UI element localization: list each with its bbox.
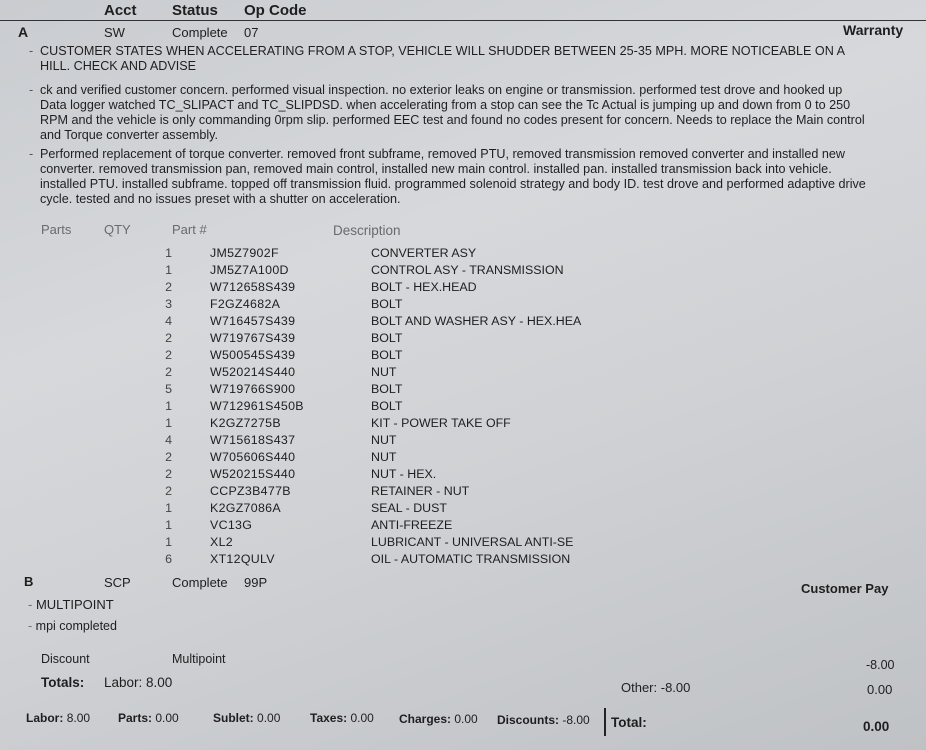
summary-charges-label: Charges:	[399, 712, 452, 726]
summary-charges	[399, 712, 478, 726]
part-number: K2GZ7275B	[210, 415, 281, 430]
parts-row	[38, 499, 671, 516]
part-number: W520214S440	[210, 364, 296, 379]
part-number: CCPZ3B477B	[210, 483, 291, 498]
parts-row-spacer	[172, 244, 210, 261]
totals-labor: Labor: 8.00	[104, 675, 173, 690]
parts-row	[38, 448, 671, 465]
cause-line: Data logger watched TC_SLIPACT and TC_SLIPDSD. when accelerating from a stop can see the Tc Actual is jumping up and down from 0 to 250	[40, 98, 851, 112]
parts-row-spacer	[38, 278, 100, 295]
summary-labor-value: 8.00	[66, 711, 91, 725]
parts-row-spacer	[38, 533, 100, 550]
part-number: VC13G	[210, 517, 253, 532]
part-description: RETAINER - NUT	[371, 483, 470, 498]
correction-line: Performed replacement of torque converter. removed front subframe, removed PTU, removed transmission removed converter and installed new	[40, 147, 845, 161]
summary-taxes	[310, 711, 374, 725]
parts-row-spacer	[172, 533, 210, 550]
part-description: BOLT	[371, 296, 403, 311]
part-number: K2GZ7086A	[210, 500, 281, 515]
parts-row-spacer	[172, 261, 210, 278]
discount-amount: -8.00	[866, 658, 895, 672]
part-description: ANTI-FREEZE	[371, 517, 453, 532]
part-qty: 2	[165, 364, 172, 379]
parts-row-spacer	[172, 397, 210, 414]
parts-row-spacer	[38, 482, 100, 499]
part-description: BOLT	[371, 347, 403, 362]
part-number: JM5Z7902F	[210, 245, 279, 260]
line-b-opcode: 99P	[244, 575, 268, 590]
cause-line: and Torque converter assembly.	[40, 128, 219, 142]
parts-row-spacer	[38, 448, 100, 465]
parts-row	[38, 516, 671, 533]
summary-total-label: Total:	[611, 715, 647, 730]
part-number: W712658S439	[210, 279, 296, 294]
summary-labor-label: Labor:	[26, 711, 64, 725]
correction-line: cycle. tested and no issues preset with a shutter on acceleration.	[40, 192, 401, 206]
parts-row-spacer	[172, 448, 210, 465]
part-qty: 4	[165, 313, 172, 328]
part-qty: 2	[165, 347, 172, 362]
part-description: LUBRICANT - UNIVERSAL ANTI-SE	[371, 534, 574, 549]
parts-row	[38, 261, 671, 278]
line-a-acct: SW	[104, 25, 125, 40]
parts-row-spacer	[172, 329, 210, 346]
line-b-status: Complete	[172, 575, 228, 590]
part-description: CONTROL ASY - TRANSMISSION	[371, 262, 564, 277]
concern-line: HILL. CHECK AND ADVISE	[40, 59, 197, 73]
line-b-narrative: - mpi completed	[28, 619, 117, 633]
summary-discounts	[497, 713, 590, 727]
correction-line: installed PTU. installed subframe. topped off transmission fluid. programmed solenoid strategy and body ID. test drove and performed adaptive drive	[40, 177, 866, 191]
parts-row-spacer	[172, 346, 210, 363]
part-description: NUT	[371, 364, 397, 379]
parts-row-spacer	[172, 380, 210, 397]
parts-row	[38, 278, 671, 295]
part-description: KIT - POWER TAKE OFF	[371, 415, 511, 430]
parts-header-parts: Parts	[41, 222, 72, 237]
parts-header-qty: QTY	[104, 222, 131, 237]
totals-other: Other: -8.00	[621, 680, 691, 695]
line-b-letter: B	[24, 574, 34, 589]
parts-row-spacer	[38, 261, 100, 278]
parts-row-spacer	[38, 312, 100, 329]
totals-amount: 0.00	[867, 682, 893, 697]
part-qty: 1	[165, 245, 172, 260]
summary-discounts-value: -8.00	[562, 713, 590, 727]
summary-taxes-label: Taxes:	[310, 711, 348, 725]
parts-row-spacer	[38, 380, 100, 397]
line-a-letter: A	[18, 24, 29, 40]
parts-row	[38, 312, 671, 329]
parts-row	[38, 363, 671, 380]
parts-row-spacer	[38, 397, 100, 414]
summary-parts-value: 0.00	[155, 711, 179, 725]
summary-discounts-label: Discounts:	[497, 713, 560, 727]
cause-paragraph: - ck and verified customer concern. performed visual inspection. no exterior leaks on engine or transmission. performed test drove and hooked up Data logger watched TC_SLIPACT and TC_SLIPDSD. when accelerating from a stop can see the Tc Actual is jumping up and down from 0 to 250 RPM and the vehicle is only commanding 0rpm slip. performed EEC test and found no codes present for concern. Needs to replace the Main control and Torque converter assembly.	[40, 83, 910, 143]
parts-row-spacer	[172, 499, 210, 516]
parts-row-spacer	[38, 499, 100, 516]
part-number: W719767S439	[210, 330, 296, 345]
parts-row-spacer	[38, 550, 100, 567]
concern-paragraph: - CUSTOMER STATES WHEN ACCELERATING FROM A STOP, VEHICLE WILL SHUDDER BETWEEN 25-35 MPH. MORE NOTICEABLE ON A HILL. CHECK AND ADVISE	[40, 44, 910, 74]
totals-label: Totals:	[41, 675, 85, 690]
part-qty: 5	[165, 381, 172, 396]
parts-row	[38, 329, 671, 346]
parts-row	[38, 414, 671, 431]
line-a-status: Complete	[172, 25, 228, 40]
part-description: BOLT - HEX.HEAD	[371, 279, 477, 294]
parts-row-spacer	[172, 431, 210, 448]
line-b-acct: SCP	[104, 575, 131, 590]
summary-sublet	[213, 711, 280, 725]
parts-row	[38, 244, 671, 261]
parts-row	[38, 550, 671, 567]
part-number: JM5Z7A100D	[210, 262, 289, 277]
parts-row	[38, 295, 671, 312]
part-description: OIL - AUTOMATIC TRANSMISSION	[371, 551, 571, 566]
parts-row-spacer	[172, 465, 210, 482]
part-number: W500545S439	[210, 347, 296, 362]
parts-row-spacer	[38, 465, 100, 482]
part-qty: 3	[165, 296, 172, 311]
summary-charges-value: 0.00	[454, 712, 478, 726]
parts-table	[38, 244, 671, 567]
parts-row-spacer	[38, 329, 100, 346]
part-number: F2GZ4682A	[210, 296, 281, 311]
part-qty: 1	[165, 517, 172, 532]
parts-row-spacer	[38, 414, 100, 431]
part-qty: 2	[165, 449, 172, 464]
parts-row-spacer	[172, 550, 210, 567]
part-number: W712961S450B	[210, 398, 304, 413]
part-number: W520215S440	[210, 466, 296, 481]
part-description: BOLT	[371, 330, 403, 345]
parts-row-spacer	[172, 414, 210, 431]
cause-line: ck and verified customer concern. performed visual inspection. no exterior leaks on engine or transmission. performed test drove and hooked up	[40, 83, 843, 97]
line-b-narrative-text: mpi completed	[35, 619, 117, 633]
summary-taxes-value: 0.00	[350, 711, 374, 725]
parts-row	[38, 346, 671, 363]
part-number: XT12QULV	[210, 551, 275, 566]
parts-row-spacer	[38, 363, 100, 380]
part-description: NUT	[371, 432, 397, 447]
header-divider	[0, 20, 926, 21]
parts-row	[38, 397, 671, 414]
discount-description: Multipoint	[172, 652, 226, 666]
part-number: W715618S437	[210, 432, 296, 447]
part-description: NUT - HEX.	[371, 466, 437, 481]
summary-parts	[118, 711, 179, 725]
part-number: W705606S440	[210, 449, 296, 464]
part-description: BOLT	[371, 381, 403, 396]
concern-line: CUSTOMER STATES WHEN ACCELERATING FROM A STOP, VEHICLE WILL SHUDDER BETWEEN 25-35 MPH. MORE NOTICEABLE ON A	[40, 44, 845, 58]
discount-label: Discount	[41, 652, 90, 666]
line-a-pay-type: Warranty	[843, 22, 904, 38]
summary-parts-label: Parts:	[118, 711, 153, 725]
parts-row-spacer	[38, 516, 100, 533]
parts-header-description: Description	[333, 223, 401, 238]
part-qty: 1	[165, 534, 172, 549]
parts-row-spacer	[38, 244, 100, 261]
part-qty: 1	[165, 415, 172, 430]
part-qty: 2	[165, 466, 172, 481]
cause-line: RPM and the vehicle is only commanding 0rpm slip. performed EEC test and found no codes present for concern. Needs to replace the Main control	[40, 113, 865, 127]
parts-header-part-number: Part #	[172, 222, 207, 237]
part-qty: 1	[165, 262, 172, 277]
part-qty: 2	[165, 330, 172, 345]
summary-total-value: 0.00	[863, 719, 890, 734]
part-number: W716457S439	[210, 313, 296, 328]
line-a-opcode: 07	[244, 25, 259, 40]
parts-row-spacer	[38, 295, 100, 312]
line-b-narrative: - MULTIPOINT	[28, 597, 114, 612]
parts-row-spacer	[172, 295, 210, 312]
parts-row-spacer	[172, 363, 210, 380]
parts-row	[38, 431, 671, 448]
part-number: W719766S900	[210, 381, 296, 396]
summary-sublet-value: 0.00	[257, 711, 281, 725]
part-description: BOLT AND WASHER ASY - HEX.HEA	[371, 313, 582, 328]
parts-row-spacer	[38, 431, 100, 448]
part-qty: 1	[165, 500, 172, 515]
parts-row-spacer	[172, 516, 210, 533]
parts-row	[38, 533, 671, 550]
total-divider	[604, 708, 606, 736]
summary-sublet-label: Sublet:	[213, 711, 254, 725]
line-b-narrative-text: MULTIPOINT	[35, 597, 114, 612]
column-header-opcode: Op Code	[244, 2, 307, 19]
correction-paragraph: - Performed replacement of torque converter. removed front subframe, removed PTU, removed transmission removed converter and installed new converter. removed transmission pan, removed main control, installed new main control. installed pan. installed transmission back into vehicle. installed PTU. installed subframe. topped off transmission fluid. programmed solenoid strategy and body ID. test drove and performed adaptive drive cycle. tested and no issues preset with a shutter on acceleration.	[40, 147, 910, 207]
parts-row	[38, 465, 671, 482]
part-number: XL2	[210, 534, 233, 549]
column-header-acct: Acct	[104, 2, 137, 19]
part-qty: 1	[165, 398, 172, 413]
parts-row-spacer	[38, 346, 100, 363]
correction-line: converter. removed transmission pan, removed main control, installed new main control. installed pan. installed transmission back into vehicle.	[40, 162, 832, 176]
parts-row-spacer	[172, 312, 210, 329]
parts-row-spacer	[172, 278, 210, 295]
part-qty: 2	[165, 483, 172, 498]
line-b-pay-type: Customer Pay	[801, 581, 889, 596]
column-header-status: Status	[172, 2, 218, 19]
parts-row	[38, 482, 671, 499]
part-qty: 2	[165, 279, 172, 294]
part-qty: 6	[165, 551, 172, 566]
parts-row	[38, 380, 671, 397]
part-description: CONVERTER ASY	[371, 245, 477, 260]
part-description: BOLT	[371, 398, 403, 413]
parts-row-spacer	[172, 482, 210, 499]
summary-labor	[26, 711, 90, 725]
part-description: NUT	[371, 449, 397, 464]
part-qty: 4	[165, 432, 172, 447]
part-description: SEAL - DUST	[371, 500, 447, 515]
